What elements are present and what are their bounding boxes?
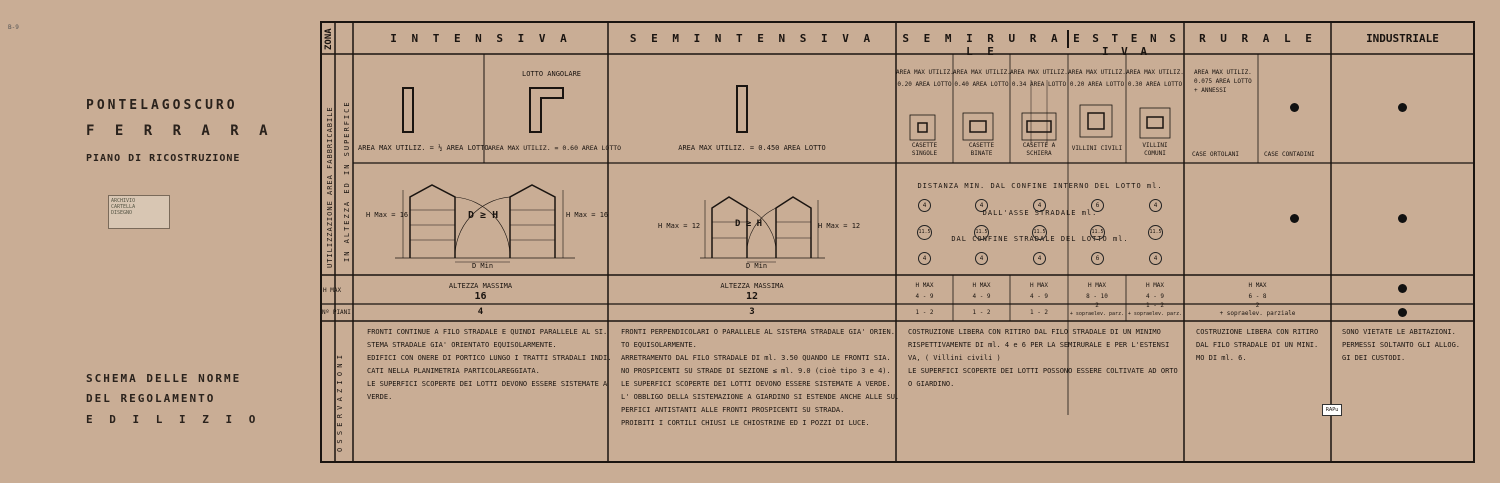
intensiva-altezza-value: 16 xyxy=(474,291,487,302)
osservazioni-label: O S S E R V A Z I O N I xyxy=(336,355,344,452)
intensiva-dmin: D Min xyxy=(472,262,494,270)
archive-stamp: ARCHIVIO CARTELLA DISEGNO xyxy=(108,195,170,229)
industriale-dot-4 xyxy=(1398,308,1407,317)
distanza-asse: DALL'ASSE STRADALE ml. xyxy=(982,209,1098,217)
zone-semirurale: S E M I R U R A L E xyxy=(902,32,1062,58)
rurale-area1: AREA MAX UTILIZ. xyxy=(1194,69,1252,76)
title-city: F E R R A R A xyxy=(86,123,274,139)
rurale-osservazioni: COSTRUZIONE LIBERA CON RITIRO DAL FILO STRADALE DI UN MINI. MO DI ml. 6. xyxy=(1196,328,1319,362)
rurale-dot-2 xyxy=(1290,214,1299,223)
zone-rurale: R U R A L E xyxy=(1199,32,1316,45)
distanza-interno: DISTANZA MIN. DAL CONFINE INTERNO DEL LOTTO ml. xyxy=(917,182,1163,190)
rurale-piani-extra: + sopraelev. parziale xyxy=(1219,310,1296,317)
industriale-dot-3 xyxy=(1398,284,1407,293)
industriale-dot-1 xyxy=(1398,103,1407,112)
rurale-piani: 2 xyxy=(1255,302,1260,309)
rurale-tipo-b: CASE CONTADINI xyxy=(1264,151,1315,158)
semintensiva-altezza-value: 12 xyxy=(745,291,759,302)
rurale-hmax-value: 6 - 8 xyxy=(1248,293,1267,300)
archive-tag: B-9 xyxy=(8,24,19,31)
semintensiva-piani: 3 xyxy=(749,307,755,317)
rapu-badge: RAPu xyxy=(1322,404,1342,416)
semintensiva-dh: D ≥ H xyxy=(735,219,763,229)
semintensiva-hmax-right: H Max = 12 xyxy=(818,222,861,230)
intensiva-area1: AREA MAX UTILIZ. = ½ AREA LOTTO xyxy=(358,144,489,152)
zone-industriale: INDUSTRIALE xyxy=(1366,32,1439,45)
zone-semintensiva: S E M I N T E N S I V A xyxy=(629,32,875,45)
rurale-tipo-a: CASE ORTOLANI xyxy=(1192,151,1239,158)
intensiva-osservazioni: FRONTI CONTINUE A FILO STRADALE E QUINDI PARALLELE AL SI. STEMA STRADALE GIA' ORIENTATO EQUISOLARMENTE. EDIFICI CON ONERE DI PORTICO LUNGO I TRATTI STRADALI INDI. CATI NELLA PLANIMETRIA PARTICOLAREGGIATA. LE SUPERFICI SCOPERTE DEI LOTTI DEVONO ESSERE SISTEMATE A VERDE. xyxy=(367,328,612,401)
subtitle-line1: SCHEMA DELLE NORME xyxy=(86,372,242,385)
subtitle-line3: E D I L I Z I O xyxy=(86,413,261,426)
intensiva-dh: D ≥ H xyxy=(468,210,499,221)
zona-label: ZONA xyxy=(324,28,334,50)
distanza-confine: DAL CONFINE STRADALE DEL LOTTO ml. xyxy=(951,235,1129,243)
intensiva-piani: 4 xyxy=(477,307,484,317)
intensiva-area2: AREA MAX UTILIZ. = 0.60 AREA LOTTO xyxy=(488,144,622,152)
subtitle-line2: DEL REGOLAMENTO xyxy=(86,392,216,405)
title-place: PONTELAGOSCURO xyxy=(86,98,238,113)
zone-intensiva: I N T E N S I V A xyxy=(390,32,571,45)
hmax-row-label: H MAX xyxy=(323,287,342,294)
intensiva-hmax-right: H Max = 16 xyxy=(566,211,609,219)
semintensiva-dmin: D Min xyxy=(746,262,768,270)
rurale-hmax-label: H MAX xyxy=(1248,282,1267,289)
rurale-dot-1 xyxy=(1290,103,1299,112)
rurale-area2: 0.075 AREA LOTTO xyxy=(1194,78,1252,85)
zone-estensiva: E S T E N S I V A xyxy=(1073,32,1179,58)
semintensiva-area: AREA MAX UTILIZ. = 0.450 AREA LOTTO xyxy=(678,144,826,152)
superficie-label: IN ALTEZZA ED IN SUPERFICE xyxy=(343,100,351,262)
semintensiva-osservazioni: FRONTI PERPENDICOLARI O PARALLELE AL SISTEMA STRADALE GIA' ORIEN. TO EQUISOLARMENTE. ARRETRAMENTO DAL FILO STRADALE DI ml. 3.50 QUANDO LE FRONTI SIA. NO PROSPICENTI SU STRADE DI SEZIONE ≤ ml. 9.0 (cioè tipo 3 e 4). LE SUPERFICI SCOPERTE DEI LOTTI DEVONO ESSERE SISTEMATE A VERDE. L' OBBLIGO DELLA SISTEMAZIONE A GIARDINO SI ESTENDE ANCHE ALLE SU. PERFICI ANTISTANTI ALLE FRONTI PROSPICENTI SU STRADA. PROIBITI I CORTILI CHIUSI LE CHIOSTRINE ED I POZZI DI LUCE. xyxy=(621,328,900,427)
intensiva-hmax-left: H Max = 16 xyxy=(366,211,409,219)
industriale-osservazioni: SONO VIETATE LE ABITAZIONI. PERMESSI SOLTANTO GLI ALLOG. GI DEI CUSTODI. xyxy=(1342,328,1461,362)
piani-row-label: Nº PIANI xyxy=(322,309,351,316)
industriale-dot-2 xyxy=(1398,214,1407,223)
rurale-area3: + ANNESSI xyxy=(1194,87,1227,94)
semintensiva-altezza-label: ALTEZZA MASSIMA xyxy=(720,282,784,290)
semintensiva-hmax-left: H Max = 12 xyxy=(658,222,701,230)
semirurale-osservazioni: COSTRUZIONE LIBERA CON RITIRO DAL FILO STRADALE DI UN MINIMO RISPETTIVAMENTE DI ml. 4 e 6 PER LA SEMIRURALE E PER L'ESTENSI VA, ( Villini civili ) LE SUPERFICI SCOPERTE DEI LOTTI POSSONO ESSERE COLTIVATE AD ORTO O GIARDINO. xyxy=(908,328,1178,388)
title-plan: PIANO DI RICOSTRUZIONE xyxy=(86,153,241,164)
lotto-angolare-label: LOTTO ANGOLARE xyxy=(522,70,582,78)
utilizzazione-label: UTILIZZAZIONE AREA FABBRICABILE xyxy=(326,106,334,268)
intensiva-altezza-label: ALTEZZA MASSIMA xyxy=(448,282,513,290)
